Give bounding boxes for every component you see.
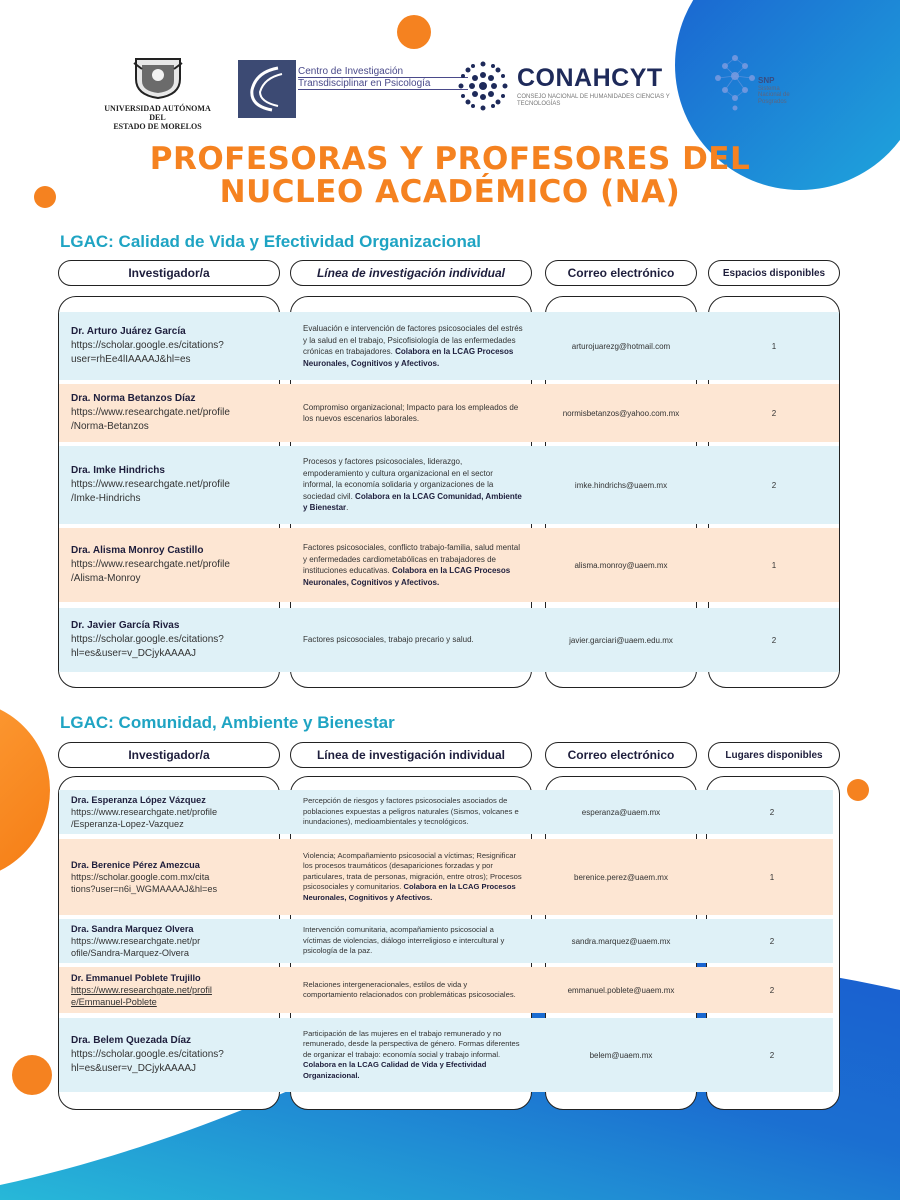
header-spaces: Lugares disponibles	[708, 742, 840, 768]
research-line-text: Factores psicosociales, trabajo precario y salud.	[303, 635, 474, 645]
table-row-line	[291, 528, 531, 602]
table-row-researcher	[59, 528, 279, 602]
table-row-researcher	[59, 384, 279, 442]
header-spaces: Espacios disponibles	[708, 260, 840, 286]
spaces-cell: 2	[771, 408, 777, 418]
researcher-name: Dr. Javier García Rivas	[71, 620, 180, 631]
header-email: Correo electrónico	[545, 260, 697, 286]
researcher-link[interactable]: https://www.researchgate.net/profile	[71, 479, 230, 490]
research-line-collab: Colabora en la LCAG Procesos Neuronales, Cognitivos y Afectivos.	[303, 882, 516, 902]
research-line-collab: Colabora en la LCAG Comunidad, Ambiente y Bienestar	[303, 491, 522, 513]
researcher-link[interactable]: https://www.researchgate.net/pr	[71, 936, 201, 946]
spaces-cell: 2	[769, 807, 775, 817]
researcher-link[interactable]: https://www.researchgate.net/profil	[71, 985, 212, 995]
research-line-text: Violencia; Acompañamiento psicosocial a víctimas; Resignificar los procesos traumáticos (desapariciones forzadas y por particulares, trata de personas, migración, entre otros); Procesos psicosociales y comunitarios.	[303, 850, 522, 892]
header-email: Correo electrónico	[545, 742, 697, 768]
citp-name-line2: Transdisciplinar en Psicología	[298, 77, 468, 90]
researcher-link-cont[interactable]: hl=es&user=v_DCjykAAAAJ	[71, 1063, 197, 1074]
logo-bar	[0, 0, 900, 135]
table-row-researcher	[59, 446, 279, 524]
citp-name-line1: Centro de Investigación	[298, 66, 404, 77]
researcher-name: Dra. Esperanza López Vázquez	[71, 795, 206, 805]
spaces-cell: 2	[771, 480, 777, 490]
table-row-researcher	[59, 1018, 279, 1092]
page-title-line1: PROFESORAS Y PROFESORES DEL	[149, 141, 751, 177]
researcher-link-cont[interactable]: e/Emmanuel-Poblete	[71, 997, 157, 1007]
header-researcher: Investigador/a	[58, 260, 280, 286]
research-line-text: Participación de las mujeres en el trabajo remunerado y no remunerado, desde la perspectiva de género. Formas diferentes de organizar el trabajo: economía social y trabajo informal.	[303, 1028, 520, 1059]
table-row-line	[291, 967, 531, 1013]
snp-line1: Sistema	[758, 85, 780, 92]
conahcyt-subtitle: CONSEJO NACIONAL DE HUMANIDADES CIENCIAS Y TECNOLOGÍAS	[517, 94, 670, 107]
researcher-link[interactable]: https://scholar.google.es/citations?	[71, 634, 224, 645]
researcher-name: Dra. Norma Betanzos Díaz	[71, 393, 196, 404]
table-row-line	[291, 312, 531, 380]
research-line-text: Procesos y factores psicosociales, liderazgo, empoderamiento y cultura organizacional en el sector informal, la economía solidaria y organizaciones de la sociedad civil.	[303, 457, 494, 501]
email-cell[interactable]: esperanza@uaem.mx	[581, 807, 661, 817]
table-row-researcher	[59, 919, 279, 963]
uaem-name-line2: ESTADO DE MORELOS	[113, 122, 202, 131]
researcher-name: Dr. Arturo Juárez García	[71, 326, 186, 337]
spaces-cell: 1	[771, 560, 777, 570]
research-line-collab: Colabora en la LCAG Procesos Neuronales, Cognitivos y Afectivos.	[303, 347, 514, 368]
spaces-cell: 2	[769, 1050, 775, 1060]
left-orange-half-circle	[0, 700, 50, 880]
uaem-name-line1: UNIVERSIDAD AUTÓNOMA DEL	[104, 104, 211, 122]
researcher-link-cont[interactable]: /Norma-Betanzos	[71, 421, 149, 432]
snp-network-icon	[710, 52, 760, 114]
table-row-researcher	[59, 967, 279, 1013]
researcher-link[interactable]: https://scholar.google.com.mx/cita	[71, 872, 210, 882]
researcher-link[interactable]: https://www.researchgate.net/profile	[71, 807, 218, 817]
bottom-left-orange-dot	[12, 1055, 52, 1095]
email-cell[interactable]: imke.hindrichs@uaem.mx	[574, 480, 668, 490]
table-row-line	[291, 384, 531, 442]
researcher-link-cont[interactable]: hl=es&user=v_DCjykAAAAJ	[71, 648, 197, 659]
table-row-researcher	[59, 608, 279, 672]
snp-label	[758, 78, 828, 105]
researcher-link[interactable]: https://scholar.google.es/citations?	[71, 1049, 224, 1060]
researcher-name: Dra. Belem Quezada Díaz	[71, 1035, 192, 1046]
researcher-name: Dra. Berenice Pérez Amezcua	[71, 860, 200, 870]
spaces-cell: 2	[769, 936, 775, 946]
researcher-name: Dra. Sandra Marquez Olvera	[71, 924, 194, 934]
researcher-name: Dra. Alisma Monroy Castillo	[71, 545, 204, 556]
table-row-line	[291, 839, 531, 915]
researcher-link-cont[interactable]: /Imke-Hindrichs	[71, 493, 141, 504]
snp-line3: Posgrados	[758, 98, 787, 105]
email-cell[interactable]: javier.garciari@uaem.edu.mx	[569, 635, 673, 645]
uaem-logo	[100, 55, 215, 131]
email-cell[interactable]: emmanuel.poblete@uaem.mx	[567, 985, 675, 995]
researcher-name: Dra. Imke Hindrichs	[71, 465, 165, 476]
table-row-line	[291, 608, 531, 672]
email-cell[interactable]: normisbetanzos@yahoo.com.mx	[562, 408, 680, 418]
researcher-link[interactable]: https://www.researchgate.net/profile	[71, 407, 230, 418]
research-line-collab: Colabora en la LCAG Calidad de Vida y Efectividad Organizacional.	[303, 1060, 487, 1080]
conahcyt-dots-icon	[455, 58, 511, 114]
page-title-line2: NUCLEO ACADÉMICO (NA)	[219, 174, 681, 210]
research-line-text: Factores psicosociales, conflicto trabajo-familia, salud mental y enfermedades cardiometabólicas en trabajadores de instituciones educativas.	[303, 543, 520, 575]
uaem-shield-icon	[132, 55, 184, 99]
research-line-text: Evaluación e intervención de factores psicosociales del estrés y la salud en el trabajo, Psicofisiología de las enfermedades crónicas en trabajadores.	[303, 324, 523, 356]
email-cell[interactable]: berenice.perez@uaem.mx	[574, 872, 668, 882]
researcher-link-cont[interactable]: user=rhEe4lIAAAAJ&hl=es	[71, 354, 191, 365]
table-row-researcher	[59, 312, 279, 380]
section-heading-comunidad: LGAC: Comunidad, Ambiente y Bienestar	[60, 713, 395, 732]
researcher-link-cont[interactable]: /Alisma-Monroy	[71, 573, 141, 584]
email-cell[interactable]: arturojuarezg@hotmail.com	[571, 341, 671, 351]
spaces-cell: 1	[771, 341, 777, 351]
snp-abbr: SNP	[758, 76, 775, 85]
researcher-link-cont[interactable]: tions?user=n6i_WGMAAAAJ&hl=es	[71, 884, 218, 894]
research-line-text: Relaciones intergeneracionales, estilos de vida y comportamiento relacionados con problemáticas psicosociales.	[303, 979, 516, 999]
snp-line2: Nacional de	[758, 92, 790, 98]
spaces-cell: 2	[769, 985, 775, 995]
researcher-link-cont[interactable]: ofile/Sandra-Marquez-Olvera	[71, 948, 189, 958]
email-cell[interactable]: sandra.marquez@uaem.mx	[571, 936, 671, 946]
researcher-name: Dr. Emmanuel Poblete Trujillo	[71, 973, 201, 983]
conahcyt-name: CONAHCYT	[517, 64, 663, 92]
page-title	[0, 143, 900, 209]
email-cell[interactable]: alisma.monroy@uaem.mx	[574, 560, 668, 570]
table-row-line	[291, 790, 531, 834]
citp-mark-icon	[238, 60, 296, 118]
header-researcher: Investigador/a	[58, 742, 280, 768]
research-line-collab: Colabora en la LCAG Procesos Neuronales, Cognitivos y Afectivos.	[303, 566, 511, 587]
table-row-researcher	[59, 790, 279, 834]
spaces-cell: 2	[771, 635, 777, 645]
table-row-line	[291, 919, 531, 963]
header-research-line: Línea de investigación individual	[290, 260, 532, 286]
researcher-link[interactable]: https://www.researchgate.net/profile	[71, 559, 230, 570]
spaces-cell: 1	[769, 872, 775, 882]
right-orange-dot	[847, 779, 869, 801]
research-line-text: Intervención comunitaria, acompañamiento psicosocial a víctimas de violencias, diálogo interreligioso e intercultural y psicología de la paz.	[303, 925, 505, 956]
table-row-line	[291, 1018, 531, 1092]
research-line-text: Percepción de riesgos y factores psicosociales asociados de poblaciones expuestas a peligros naturales (Sismos, volcanes e inundaciones), medioambientales y tecnológicos.	[303, 796, 519, 827]
section-heading-calidad: LGAC: Calidad de Vida y Efectividad Organizacional	[60, 232, 482, 251]
table-row-researcher	[59, 839, 279, 915]
header-research-line: Línea de investigación individual	[290, 742, 532, 768]
table-row-line	[291, 446, 531, 524]
researcher-link[interactable]: https://scholar.google.es/citations?	[71, 340, 224, 351]
research-line-end: .	[346, 503, 349, 513]
email-cell[interactable]: belem@uaem.mx	[589, 1050, 653, 1060]
research-line-text: Compromiso organizacional; Impacto para los empleados de los nuevos escenarios laborales.	[303, 402, 519, 423]
researcher-link-cont[interactable]: /Esperanza-Lopez-Vazquez	[71, 819, 184, 829]
